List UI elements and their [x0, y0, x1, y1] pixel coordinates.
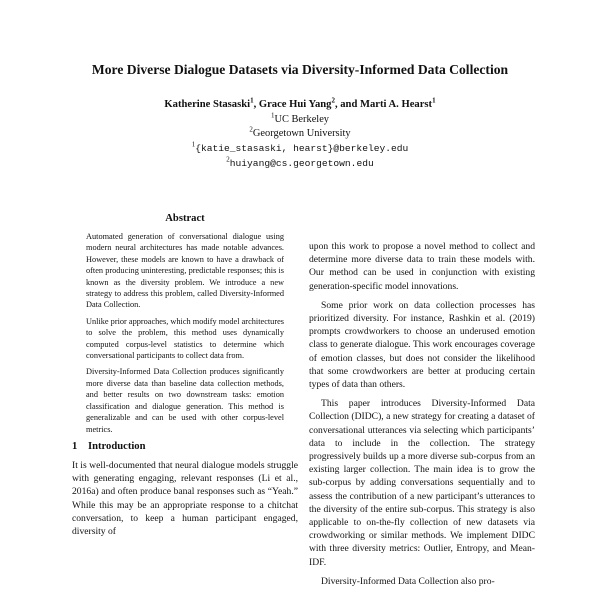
email-line-1	[60, 142, 540, 155]
section-title: Introduction	[88, 440, 146, 452]
affil-sup: 1	[270, 111, 275, 120]
abstract-heading: Abstract	[165, 213, 205, 224]
body-paragraph: Some prior work on data collection processes has prioritized diversity. For instance, Rashkin et al. (2019) prompts crowdworkers to choose an underused emotion class to generate dialogue. This work encourages coverage of emotion classes, but does not consider the likelihood that some crowdworkers are better at producing certain types of data than others.	[309, 299, 535, 391]
author-name: Katherine Stasaski	[164, 99, 251, 110]
email-sup: 2	[226, 155, 230, 164]
affiliation-1	[60, 113, 540, 126]
abstract-paragraph: Automated generation of conversational dialogue using modern neural architectures has made notable advances. However, these models are known to have a drawback of often producing uninteresting, predictable responses; this is known as the diversity problem. We introduce a new strategy to address this problem, called Diversity-Informed Data Collection.	[86, 232, 284, 310]
affil-text: Georgetown University	[252, 128, 351, 139]
body-paragraph: upon this work to propose a novel method to collect and determine more diverse data to train these models with. Our method can be used in conjunction with existing generation-specific model innovations.	[309, 241, 535, 292]
right-column	[309, 240, 535, 594]
abstract-paragraph: Diversity-Informed Data Collection produces significantly more diverse data than baseline data collection methods, and better results on two downstream tasks: emotion classification and dialogue generation. This method is generalizable and can be used with other corpus-level metrics.	[86, 367, 284, 434]
author-affil-sup: 2	[331, 96, 335, 105]
author-name: Marti A. Hearst	[359, 99, 433, 110]
section-number: 1	[72, 440, 78, 452]
email-sup: 1	[191, 140, 196, 149]
abstract-paragraph: Unlike prior approaches, which modify model architectures to solve the problem, this method uses dynamically computed corpus-level statistics to determine which conversational participants to collect data from.	[86, 316, 284, 361]
author-separator: ,	[253, 99, 259, 110]
email-text: huiyang@cs.georgetown.edu	[229, 158, 374, 169]
paper-title: More Diverse Dialogue Datasets via Diversity-Informed Data Collection	[91, 62, 509, 77]
email-text: {katie_stasaski, hearst}@berkeley.edu	[195, 143, 409, 154]
section-heading-introduction	[72, 440, 298, 453]
left-column	[72, 212, 298, 544]
body-paragraph: Diversity-Informed Data Collection also pro-	[321, 575, 495, 587]
author-separator: , and	[334, 99, 360, 110]
author-affil-sup: 1	[250, 96, 254, 105]
body-paragraph: This paper introduces Diversity-Informed Data Collection (DIDC), a new strategy for creating a dataset of conversational utterances via selecting which participants’ data to include in the collection. The strategy progressively builds up a more diverse sub-corpus from an existing larger collection. The main idea is to grow the sub-corpus by adding conversations sequentially and to assess the contribution of a new participant’s utterances to the diversity of the entire sub-corpus. This strategy is also applicable to on-the-fly collection of new datasets via crowdworking or similar methods. We implement DIDC with three diversity metrics: Outlier, Entropy, and Mean-IDF.	[309, 398, 535, 568]
author-affil-sup: 1	[432, 96, 436, 105]
intro-paragraph: It is well-documented that neural dialogue models struggle with generating engaging, relevant responses (Li et al., 2016a) and often produce banal responses such as “Yeah.” While this may be an appropriate response to a chitchat conversation, to keep a human participant engaged, diversity of	[72, 459, 298, 537]
affil-text: UC Berkeley	[274, 114, 330, 125]
affil-sup: 2	[249, 125, 253, 134]
affiliation-2	[60, 127, 540, 140]
author-list	[60, 98, 540, 111]
author-name: Grace Hui Yang	[258, 99, 332, 110]
email-line-2	[60, 157, 540, 170]
